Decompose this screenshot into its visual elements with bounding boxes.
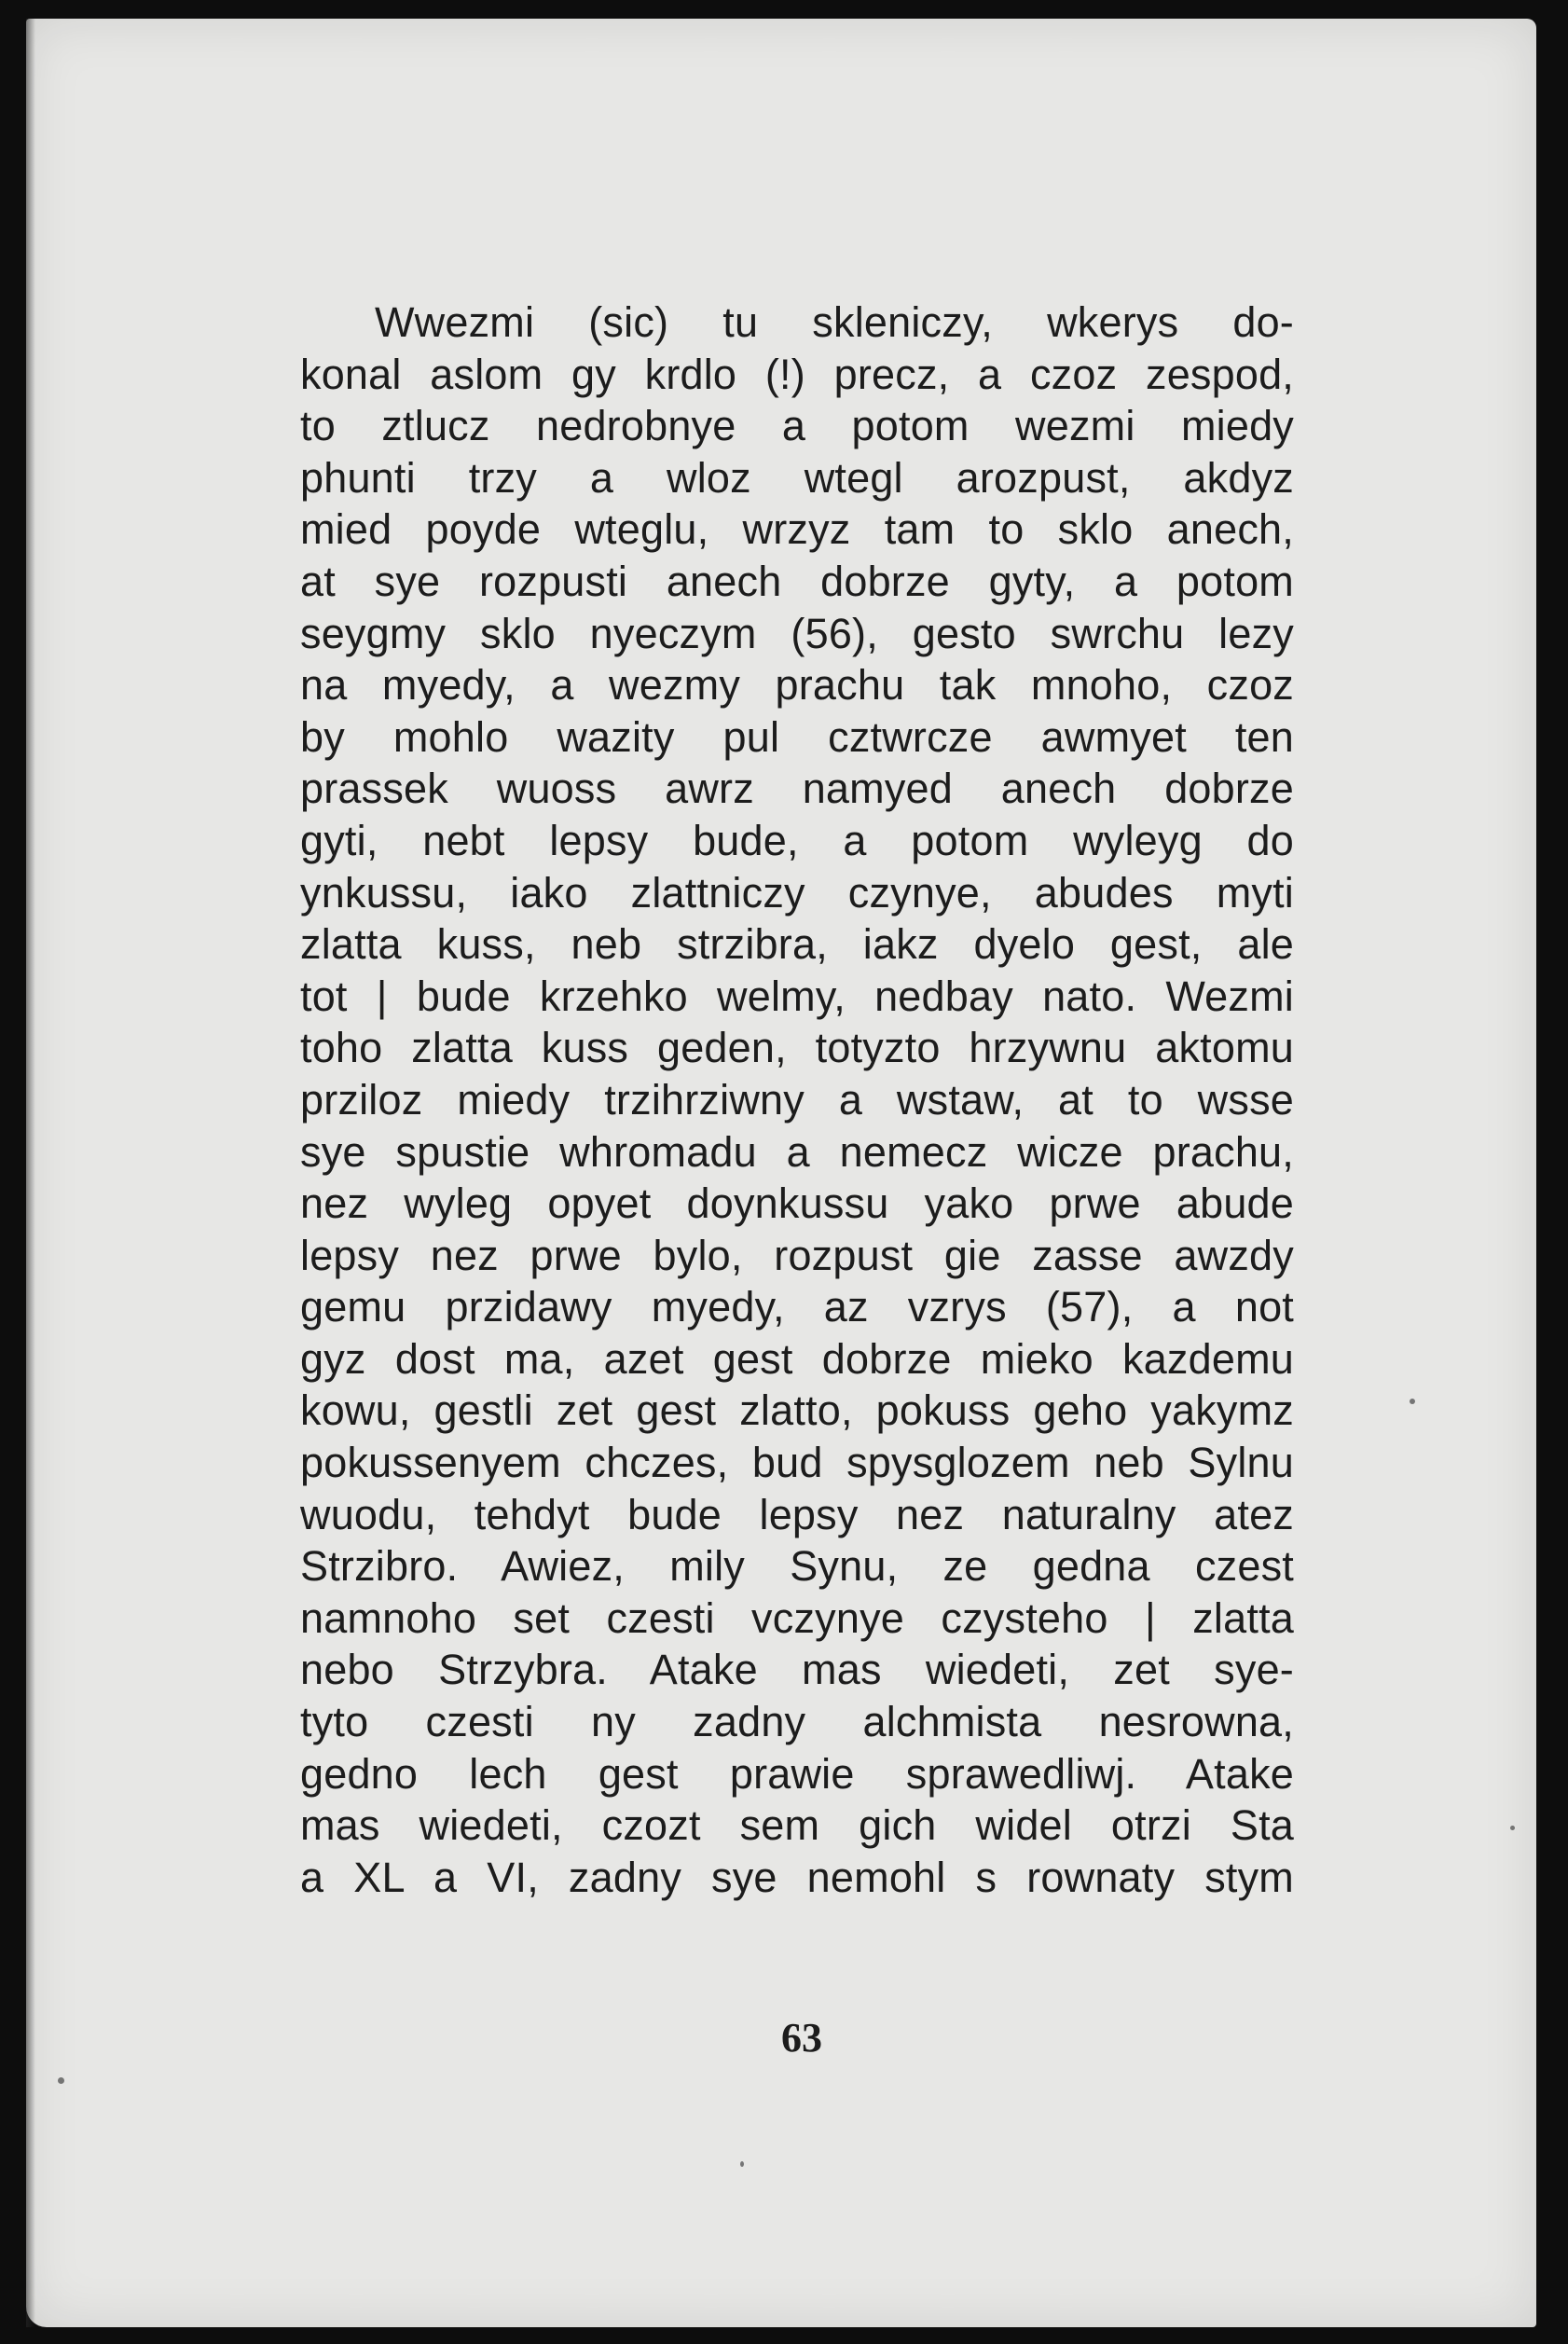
text-line: zlatta kuss, neb strzibra, iakz dyelo gest, ale — [300, 920, 1294, 969]
scan-speck — [740, 2161, 744, 2167]
page-binding-edge — [26, 19, 35, 2327]
text-line: mas wiedeti, czozt sem gich widel otrzi Sta — [300, 1801, 1294, 1850]
text-line: namnoho set czesti vczynye czysteho | zlatta — [300, 1593, 1294, 1642]
text-line: prziloz miedy trzihrziwny a wstaw, at to wsse — [300, 1075, 1294, 1124]
text-line: tyto czesti ny zadny alchmista nesrowna, — [300, 1698, 1294, 1746]
scan-speck — [1410, 1399, 1415, 1404]
text-line: gedno lech gest prawie sprawedliwj. Atake — [300, 1749, 1294, 1798]
text-line: mied poyde wteglu, wrzyz tam to sklo anech, — [300, 505, 1294, 554]
text-line: wuodu, tehdyt bude lepsy nez naturalny atez — [300, 1490, 1294, 1538]
text-line: pokussenyem chczes, bud spysglozem neb Sylnu — [300, 1439, 1294, 1487]
text-line: gyti, nebt lepsy bude, a potom wyleyg do — [300, 816, 1294, 864]
text-line: ynkussu, iako zlattniczy czynye, abudes myti — [300, 868, 1294, 917]
text-line: Strzibro. Awiez, mily Synu, ze gedna czest — [300, 1542, 1294, 1591]
text-line: sye spustie whromadu a nemecz wicze prachu, — [300, 1127, 1294, 1176]
text-line: lepsy nez prwe bylo, rozpust gie zasse awzdy — [300, 1231, 1294, 1279]
scan-speck — [1510, 1826, 1515, 1830]
text-line: tot | bude krzehko welmy, nedbay nato. Wezmi — [300, 972, 1294, 1020]
text-line: na myedy, a wezmy prachu tak mnoho, czoz — [300, 661, 1294, 710]
text-line: Wwezmi (sic) tu skleniczy, wkerys do- — [375, 298, 1294, 346]
scan-speck — [58, 2077, 64, 2084]
page-number: 63 — [781, 2015, 822, 2061]
text-line: a XL a VI, zadny sye nemohl s rownaty stym — [300, 1853, 1294, 1901]
text-line: nebo Strzybra. Atake mas wiedeti, zet sye- — [300, 1646, 1294, 1694]
text-line: by mohlo wazity pul cztwrcze awmyet ten — [300, 712, 1294, 761]
text-line: kowu, gestli zet gest zlatto, pokuss geho yakymz — [300, 1386, 1294, 1435]
text-line: gemu przidawy myedy, az vzrys (57), a not — [300, 1283, 1294, 1331]
text-line: seygmy sklo nyeczym (56), gesto swrchu lezy — [300, 609, 1294, 657]
text-line: nez wyleg opyet doynkussu yako prwe abude — [300, 1179, 1294, 1228]
text-line: toho zlatta kuss geden, totyzto hrzywnu aktomu — [300, 1024, 1294, 1072]
text-line: gyz dost ma, azet gest dobrze mieko kazdemu — [300, 1334, 1294, 1383]
text-line: to ztlucz nedrobnye a potom wezmi miedy — [300, 402, 1294, 450]
text-line: konal aslom gy krdlo (!) precz, a czoz zespod, — [300, 350, 1294, 398]
text-line: at sye rozpusti anech dobrze gyty, a potom — [300, 557, 1294, 605]
body-text — [300, 296, 1294, 1903]
text-line: prassek wuoss awrz namyed anech dobrze — [300, 765, 1294, 813]
text-line: phunti trzy a wloz wtegl arozpust, akdyz — [300, 453, 1294, 502]
